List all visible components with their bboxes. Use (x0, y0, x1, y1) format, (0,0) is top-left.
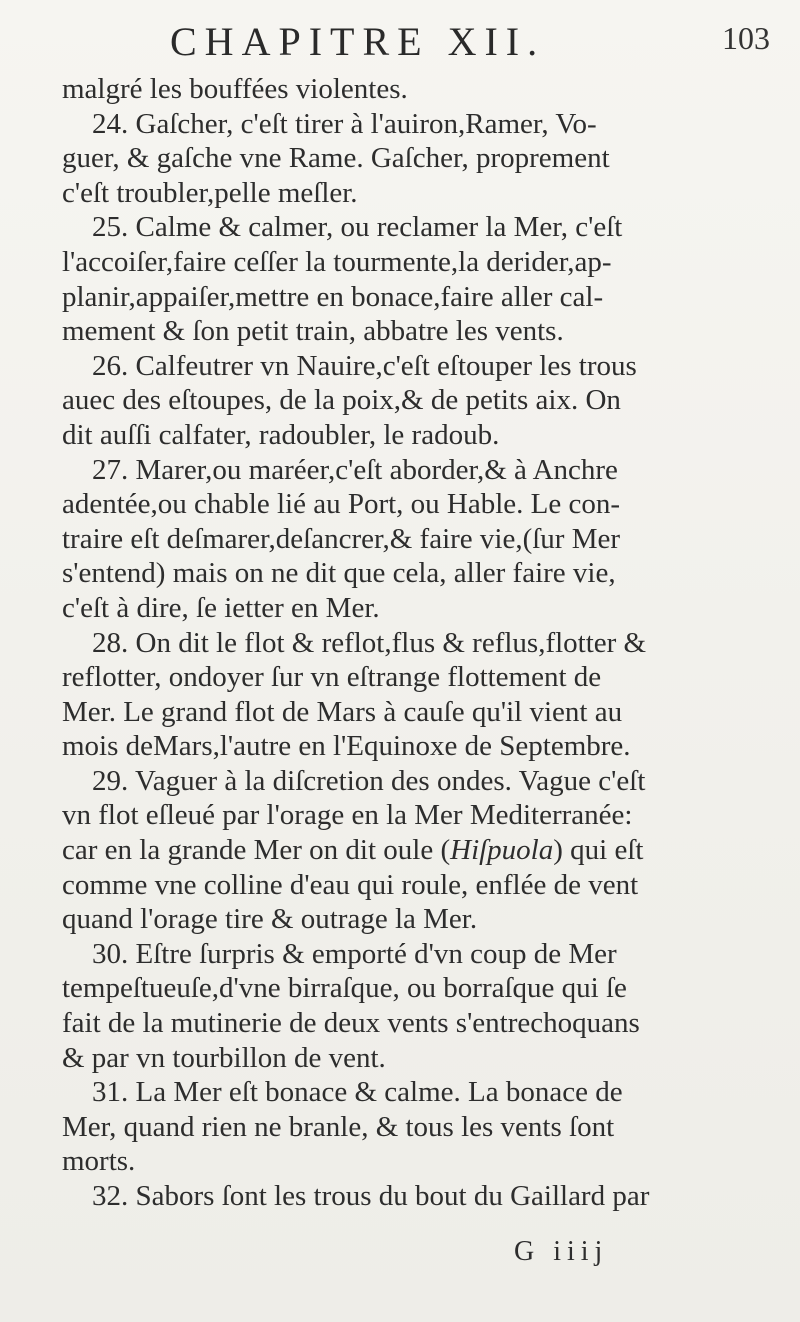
text-segment: car en la grande Mer on dit oule ( (62, 834, 451, 867)
text-line: dit auſſi calfater, radoubler, le radoub. (62, 418, 500, 451)
text-line: & par vn tourbillon de vent. (62, 1041, 386, 1074)
text-line: 25. Calme & calmer, ou reclamer la Mer, c'eſt (92, 211, 623, 244)
text-line: morts. (62, 1145, 136, 1178)
text-line: fait de la mutinerie de deux vents s'entrechoquans (62, 1007, 640, 1040)
text-line (62, 833, 774, 868)
page-footer (0, 1236, 800, 1276)
text-line: planir,appaiſer,mettre en bonace,faire aller cal- (62, 280, 604, 313)
text-line: reflotter, ondoyer ſur vn eſtrange flottement de (62, 661, 602, 694)
signature-mark: G iiij (514, 1236, 609, 1267)
text-line: 29. Vaguer à la diſcretion des ondes. Vague c'eſt (92, 764, 646, 797)
page-body-text (62, 72, 774, 1214)
text-line: guer, & gaſche vne Rame. Gaſcher, proprement (62, 142, 610, 175)
italic-term: Hiſpuola (450, 834, 554, 867)
text-line: 31. La Mer eſt bonace & calme. La bonace de (92, 1076, 623, 1109)
text-line: Mer, quand rien ne branle, & tous les vents ſont (62, 1110, 615, 1143)
text-line: l'accoiſer,faire ceſſer la tourmente,la derider,ap- (62, 245, 612, 278)
text-line: 24. Gaſcher, c'eſt tirer à l'auiron,Ramer, Vo- (92, 107, 597, 140)
text-line: c'eſt à dire, ſe ietter en Mer. (62, 591, 380, 624)
text-line: tempeſtueuſe,d'vne birraſque, ou borraſque qui ſe (62, 972, 627, 1005)
text-line: malgré les bouffées violentes. (62, 73, 408, 105)
text-line: 32. Sabors ſont les trous du bout du Gaillard par (92, 1180, 650, 1212)
text-line: comme vne colline d'eau qui roule, enflée de vent (62, 868, 639, 901)
text-line: 27. Marer,ou maréer,c'eſt aborder,& à Anchre (92, 453, 618, 486)
text-line: auec des eſtoupes, de la poix,& de petits aix. On (62, 384, 621, 417)
page-number: 103 (722, 20, 770, 56)
text-line: 30. Eſtre ſurpris & emporté d'vn coup de Mer (92, 937, 617, 970)
text-line: quand l'orage tire & outrage la Mer. (62, 903, 478, 936)
chapter-title: CHAPITRE XII. (170, 19, 546, 64)
text-line: mement & ſon petit train, abbatre les vents. (62, 315, 564, 348)
text-line: s'entend) mais on ne dit que cela, aller faire vie, (62, 557, 616, 590)
text-line: mois deMars,l'autre en l'Equinoxe de Septembre. (62, 730, 631, 763)
text-line: Mer. Le grand flot de Mars à cauſe qu'il vient au (62, 695, 623, 728)
text-line: c'eſt troubler,pelle meſler. (62, 176, 358, 209)
running-header (0, 18, 800, 78)
text-line: 28. On dit le flot & reflot,flus & reflus,flotter & (92, 626, 647, 659)
text-line: adentée,ou chable lié au Port, ou Hable. Le con- (62, 488, 621, 521)
text-line: traire eſt deſmarer,deſancrer,& faire vie,(ſur Mer (62, 522, 621, 555)
text-segment: ) qui eſt (553, 834, 644, 867)
text-line: 26. Calfeutrer vn Nauire,c'eſt eſtouper les trous (92, 349, 637, 382)
text-line: vn flot eſleué par l'orage en la Mer Mediterranée: (62, 799, 633, 832)
